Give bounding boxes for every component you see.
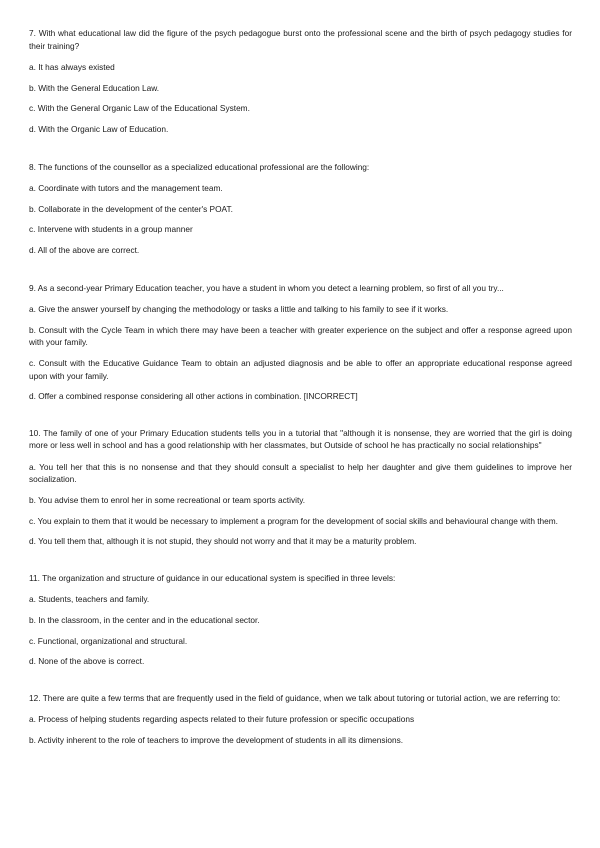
option-a: a. You tell her that this is no nonsense and that they should consult a specialist to help her daughter and give them guidelines to improve her socialization. (29, 461, 572, 485)
question-7 (29, 27, 572, 136)
question-text: 7. With what educational law did the figure of the psych pedagogue burst onto the professional scene and the birth of psych pedagogy studies for their training? (29, 28, 572, 51)
option-d: d. All of the above are correct. (29, 244, 140, 255)
option-d: d. Offer a combined response considering all other actions in combination. [INCORRECT] (29, 391, 358, 402)
option-c: c. You explain to them that it would be necessary to implement a program for the development of social skills and behavioural change with them. (29, 515, 558, 526)
question-text: 9. As a second-year Primary Education teacher, you have a student in whom you detect a learning problem, so first of all you try... (29, 282, 504, 293)
question-10 (29, 427, 572, 548)
option-c: c. Functional, organizational and structural. (29, 635, 188, 646)
option-b: b. Collaborate in the development of the center's POAT. (29, 203, 233, 214)
option-a: a. Students, teachers and family. (29, 594, 150, 605)
question-divider (29, 265, 572, 282)
question-text: 11. The organization and structure of guidance in our educational system is specified in three levels: (29, 572, 396, 583)
option-a: a. It has always existed (29, 62, 115, 73)
question-divider (29, 556, 572, 572)
option-b: b. Consult with the Cycle Team in which there may have been a teacher with greater experience on the subject and offer a response agreed upon with your family. (29, 324, 572, 348)
option-a: a. Process of helping students regarding aspects related to their future profession or specific occupations (29, 714, 415, 725)
question-divider (29, 411, 572, 427)
option-d: d. You tell them that, although it is not stupid, they should not worry and that it may be a maturity problem. (29, 536, 417, 547)
option-a: a. Coordinate with tutors and the management team. (29, 183, 223, 194)
option-a: a. Give the answer yourself by changing the methodology or tasks a little and talking to his family to see if it works. (29, 304, 449, 315)
question-text: 12. There are quite a few terms that are frequently used in the field of guidance, when we talk about tutoring or tutorial action, we are referring to: (29, 692, 561, 703)
question-12 (29, 692, 572, 747)
question-text: 8. The functions of the counsellor as a specialized educational professional are the following: (29, 161, 370, 172)
option-b: b. You advise them to enrol her in some recreational or team sports activity. (29, 495, 306, 506)
question-8 (29, 161, 572, 257)
option-c: c. With the General Organic Law of the Educational System. (29, 103, 250, 114)
question-text: 10. The family of one of your Primary Education students tells you in a tutorial that "although it is nonsense, they are worried that the girl is doing more or less well in school and has a good relationship with her classmates, but Outside of school he has practically no social relationships" (29, 427, 572, 451)
question-11 (29, 572, 572, 668)
option-d: d. None of the above is correct. (29, 656, 145, 667)
option-d: d. With the Organic Law of Education. (29, 123, 169, 134)
option-c: c. Consult with the Educative Guidance Team to obtain an adjusted diagnosis and be able to offer an appropriate educational response agreed upon with your family. (29, 357, 572, 381)
document-page (29, 27, 572, 755)
option-b: b. In the classroom, in the center and in the educational sector. (29, 615, 260, 626)
question-9 (29, 282, 572, 403)
question-divider (29, 144, 572, 161)
option-b: b. Activity inherent to the role of teachers to improve the development of students in all its dimensions. (29, 735, 404, 745)
option-c: c. Intervene with students in a group manner (29, 224, 193, 235)
question-divider (29, 676, 572, 692)
option-b: b. With the General Education Law. (29, 82, 160, 93)
